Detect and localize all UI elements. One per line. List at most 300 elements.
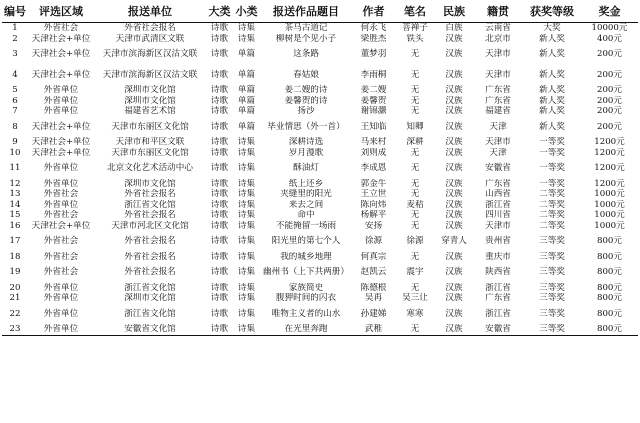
cell-author: 赵凯云 bbox=[360, 267, 387, 278]
cell-subcategory: 诗集 bbox=[237, 210, 256, 221]
cell-subcategory: 单篇 bbox=[237, 106, 256, 117]
cell-title: 我的城乡地理 bbox=[280, 251, 332, 262]
cell-ethnicity: 汉族 bbox=[445, 324, 463, 335]
cell-title: 幽州书（上下共两册） bbox=[263, 267, 349, 278]
cell-number: 2 bbox=[12, 33, 18, 44]
cell-title: 夹缝里的阳光 bbox=[280, 189, 332, 200]
cell-title: 酥油灯 bbox=[293, 163, 319, 174]
cell-prize: 200元 bbox=[597, 106, 622, 117]
cell-number: 23 bbox=[9, 324, 21, 335]
cell-number: 12 bbox=[9, 178, 21, 189]
cell-award-level: 大奖 bbox=[543, 23, 561, 34]
header-unit: 报送单位 bbox=[128, 5, 172, 18]
cell-subcategory: 单篇 bbox=[237, 85, 256, 96]
table-row bbox=[2, 200, 638, 211]
cell-region: 天津社会+单位 bbox=[31, 137, 91, 148]
cell-pen-name: 无 bbox=[410, 49, 420, 60]
cell-category: 诗歌 bbox=[210, 69, 229, 80]
cell-title: 毕业情思（外一首） bbox=[267, 121, 345, 132]
cell-number: 5 bbox=[12, 85, 18, 96]
cell-prize: 1200元 bbox=[594, 147, 625, 158]
cell-award-level: 新人奖 bbox=[539, 106, 565, 117]
cell-unit: 天津市和平区文联 bbox=[115, 137, 185, 148]
cell-origin: 广东省 bbox=[485, 178, 511, 189]
cell-ethnicity: 汉族 bbox=[445, 137, 463, 148]
cell-category: 诗歌 bbox=[210, 210, 229, 221]
cell-pen-name: 铁头 bbox=[406, 33, 424, 44]
table-row bbox=[2, 65, 638, 86]
cell-author: 王知临 bbox=[360, 121, 387, 132]
cell-category: 诗歌 bbox=[210, 189, 229, 200]
cell-number: 17 bbox=[9, 236, 21, 247]
cell-ethnicity: 穿青人 bbox=[441, 236, 467, 247]
cell-subcategory: 诗集 bbox=[237, 236, 256, 247]
cell-title: 纸上还乡 bbox=[288, 178, 324, 189]
cell-region: 天津社会+单位 bbox=[31, 49, 91, 60]
cell-unit: 深圳市文化馆 bbox=[124, 85, 176, 96]
cell-region: 外省社会 bbox=[43, 23, 79, 34]
header-prize: 奖金 bbox=[598, 5, 621, 18]
cell-unit: 外省社会报名 bbox=[124, 23, 176, 34]
cell-ethnicity: 汉族 bbox=[445, 308, 463, 319]
cell-subcategory: 单篇 bbox=[237, 121, 256, 132]
cell-unit: 浙江省文化馆 bbox=[124, 282, 176, 293]
cell-ethnicity: 汉族 bbox=[445, 267, 463, 278]
cell-subcategory: 诗集 bbox=[237, 267, 256, 278]
header-ethnicity: 民族 bbox=[443, 5, 465, 18]
cell-origin: 重庆市 bbox=[485, 251, 511, 262]
cell-ethnicity: 汉族 bbox=[445, 189, 463, 200]
cell-category: 诗歌 bbox=[210, 137, 229, 148]
cell-ethnicity: 汉族 bbox=[445, 147, 463, 158]
cell-award-level: 一等奖 bbox=[539, 163, 565, 174]
cell-number: 21 bbox=[9, 293, 21, 304]
cell-author: 安扬 bbox=[364, 220, 383, 231]
cell-region: 外省单位 bbox=[43, 282, 79, 293]
header-row bbox=[2, 0, 638, 23]
cell-category: 诗歌 bbox=[210, 267, 229, 278]
cell-number: 4 bbox=[12, 69, 18, 80]
cell-unit: 天津市东丽区文化馆 bbox=[111, 147, 189, 158]
cell-origin: 福建省 bbox=[485, 106, 511, 117]
cell-pen-name: 震宇 bbox=[406, 267, 424, 278]
cell-category: 诗歌 bbox=[210, 324, 229, 335]
table-row bbox=[2, 210, 638, 221]
table-row bbox=[2, 158, 638, 179]
cell-author: 姜二嫂 bbox=[360, 85, 387, 96]
cell-subcategory: 诗集 bbox=[237, 189, 256, 200]
cell-title: 在光里奔跑 bbox=[284, 324, 328, 335]
cell-award-level: 三等奖 bbox=[539, 267, 565, 278]
cell-award-level: 新人奖 bbox=[539, 49, 565, 60]
cell-pen-name: 无 bbox=[410, 147, 420, 158]
cell-unit: 天津市河北区文化馆 bbox=[111, 220, 189, 231]
cell-origin: 广东省 bbox=[485, 293, 511, 304]
cell-title: 家族简史 bbox=[288, 282, 324, 293]
cell-origin: 广东省 bbox=[485, 85, 511, 96]
cell-region: 外省社会 bbox=[43, 189, 79, 200]
cell-region: 外省单位 bbox=[43, 95, 79, 106]
cell-pen-name: 寒寒 bbox=[406, 308, 424, 319]
cell-ethnicity: 汉族 bbox=[445, 121, 463, 132]
cell-author: 武稚 bbox=[364, 324, 383, 335]
cell-award-level: 二等奖 bbox=[539, 199, 565, 210]
cell-region: 外省单位 bbox=[43, 324, 79, 335]
cell-ethnicity: 汉族 bbox=[445, 282, 463, 293]
cell-ethnicity: 汉族 bbox=[445, 199, 463, 210]
cell-category: 诗歌 bbox=[210, 95, 229, 106]
cell-number: 10 bbox=[9, 147, 21, 158]
cell-author: 马来村 bbox=[360, 137, 387, 148]
cell-number: 13 bbox=[9, 189, 21, 200]
cell-subcategory: 单篇 bbox=[237, 49, 256, 60]
cell-title: 深耕诗选 bbox=[288, 137, 324, 148]
cell-award-level: 新人奖 bbox=[539, 85, 565, 96]
cell-origin: 天津市 bbox=[485, 137, 511, 148]
cell-title: 命中 bbox=[297, 210, 315, 221]
cell-subcategory: 单篇 bbox=[237, 69, 256, 80]
cell-category: 诗歌 bbox=[210, 106, 229, 117]
cell-award-level: 二等奖 bbox=[539, 189, 565, 200]
cell-prize: 1200元 bbox=[594, 137, 625, 148]
cell-ethnicity: 汉族 bbox=[445, 33, 463, 44]
cell-region: 外省社会 bbox=[43, 236, 79, 247]
cell-prize: 200元 bbox=[597, 121, 622, 132]
cell-region: 天津社会+单位 bbox=[31, 69, 91, 80]
cell-number: 22 bbox=[9, 308, 21, 319]
cell-unit: 福建省艺术馆 bbox=[124, 106, 176, 117]
cell-category: 诗歌 bbox=[210, 121, 229, 132]
cell-number: 3 bbox=[12, 49, 18, 60]
cell-origin: 天津 bbox=[489, 121, 507, 132]
awards-table bbox=[2, 0, 638, 336]
cell-prize: 200元 bbox=[597, 49, 622, 60]
cell-region: 外省单位 bbox=[43, 308, 79, 319]
cell-prize: 200元 bbox=[597, 69, 622, 80]
cell-unit: 安徽省文化馆 bbox=[124, 324, 176, 335]
cell-prize: 1000元 bbox=[594, 220, 625, 231]
header-award-level: 获奖等级 bbox=[530, 5, 574, 18]
cell-prize: 800元 bbox=[597, 324, 622, 335]
cell-pen-name: 无 bbox=[410, 210, 420, 221]
cell-author: 董梦羽 bbox=[360, 49, 387, 60]
cell-category: 诗歌 bbox=[210, 163, 229, 174]
cell-origin: 安徽省 bbox=[485, 163, 511, 174]
table-row bbox=[2, 44, 638, 65]
cell-subcategory: 诗集 bbox=[237, 199, 256, 210]
cell-author: 吴再 bbox=[364, 293, 383, 304]
table-row bbox=[2, 148, 638, 159]
cell-pen-name: 无 bbox=[410, 95, 420, 106]
cell-region: 外省单位 bbox=[43, 106, 79, 117]
cell-region: 外省单位 bbox=[43, 85, 79, 96]
cell-category: 诗歌 bbox=[210, 293, 229, 304]
cell-prize: 800元 bbox=[597, 308, 622, 319]
cell-pen-name: 无 bbox=[410, 189, 420, 200]
table-row bbox=[2, 189, 638, 200]
cell-pen-name: 无 bbox=[410, 106, 420, 117]
cell-origin: 天津市 bbox=[485, 220, 511, 231]
table-row bbox=[2, 85, 638, 96]
cell-pen-name: 深耕 bbox=[406, 137, 424, 148]
cell-unit: 北京文化艺术活动中心 bbox=[107, 163, 193, 174]
cell-prize: 800元 bbox=[597, 293, 622, 304]
cell-prize: 1000元 bbox=[594, 189, 625, 200]
cell-category: 诗歌 bbox=[210, 147, 229, 158]
cell-number: 8 bbox=[12, 121, 18, 132]
cell-unit: 外省社会报名 bbox=[124, 210, 176, 221]
cell-pen-name: 无 bbox=[410, 178, 420, 189]
cell-pen-name: 菩禅子 bbox=[402, 23, 428, 34]
cell-pen-name: 麦秸 bbox=[406, 199, 424, 210]
cell-region: 外省社会 bbox=[43, 210, 79, 221]
cell-prize: 1200元 bbox=[594, 178, 625, 189]
table-row bbox=[2, 23, 638, 34]
cell-origin: 陕西省 bbox=[485, 267, 511, 278]
cell-award-level: 一等奖 bbox=[539, 147, 565, 158]
cell-number: 1 bbox=[12, 23, 18, 34]
cell-title: 春姑娘 bbox=[293, 69, 319, 80]
cell-ethnicity: 汉族 bbox=[445, 49, 463, 60]
cell-region: 天津社会+单位 bbox=[31, 147, 91, 158]
cell-number: 9 bbox=[12, 137, 18, 148]
header-author: 作者 bbox=[362, 5, 385, 18]
header-category: 大类 bbox=[208, 5, 231, 18]
cell-number: 15 bbox=[9, 210, 21, 221]
cell-pen-name: 无 bbox=[410, 251, 420, 262]
cell-subcategory: 诗集 bbox=[237, 293, 256, 304]
cell-number: 14 bbox=[9, 199, 21, 210]
cell-title: 茶马古道记 bbox=[284, 23, 328, 34]
cell-unit: 天津市武清区文联 bbox=[115, 33, 185, 44]
cell-origin: 山西省 bbox=[485, 189, 511, 200]
cell-unit: 深圳市文化馆 bbox=[124, 95, 176, 106]
header-title: 报送作品题目 bbox=[273, 5, 339, 18]
header-subcategory: 小类 bbox=[235, 5, 258, 18]
table-row bbox=[2, 262, 638, 283]
table-row bbox=[2, 231, 638, 252]
cell-number: 7 bbox=[12, 106, 18, 117]
cell-award-level: 三等奖 bbox=[539, 293, 565, 304]
cell-unit: 外省社会报名 bbox=[124, 236, 176, 247]
cell-category: 诗歌 bbox=[210, 282, 229, 293]
cell-title: 阳光里的第七个人 bbox=[271, 236, 341, 247]
cell-ethnicity: 汉族 bbox=[445, 95, 463, 106]
cell-category: 诗歌 bbox=[210, 199, 229, 210]
cell-prize: 1200元 bbox=[594, 163, 625, 174]
cell-author: 徐源 bbox=[364, 236, 383, 247]
cell-region: 外省单位 bbox=[43, 163, 79, 174]
cell-number: 18 bbox=[9, 251, 21, 262]
header-origin: 籍贯 bbox=[487, 5, 509, 18]
cell-ethnicity: 汉族 bbox=[445, 106, 463, 117]
cell-ethnicity: 白族 bbox=[445, 23, 463, 34]
cell-subcategory: 诗集 bbox=[237, 23, 256, 34]
cell-award-level: 三等奖 bbox=[539, 236, 565, 247]
cell-title: 唯物主义者的山水 bbox=[271, 308, 341, 319]
cell-award-level: 一等奖 bbox=[539, 137, 565, 148]
cell-prize: 800元 bbox=[597, 236, 622, 247]
cell-author: 梁胜杰 bbox=[360, 33, 387, 44]
cell-prize: 800元 bbox=[597, 267, 622, 278]
cell-origin: 贵州省 bbox=[485, 236, 511, 247]
cell-category: 诗歌 bbox=[210, 23, 229, 34]
cell-author: 姜馨贺 bbox=[360, 95, 387, 106]
cell-title: 扬沙 bbox=[297, 106, 315, 117]
cell-category: 诗歌 bbox=[210, 220, 229, 231]
cell-pen-name: 无 bbox=[410, 220, 420, 231]
cell-subcategory: 诗集 bbox=[237, 282, 256, 293]
cell-unit: 天津市滨海新区汉沽文联 bbox=[102, 69, 198, 80]
cell-region: 天津社会+单位 bbox=[31, 121, 91, 132]
cell-origin: 浙江省 bbox=[485, 199, 511, 210]
cell-title: 腹狎时间的闪衣 bbox=[275, 293, 337, 304]
cell-author: 何永飞 bbox=[360, 23, 387, 34]
cell-pen-name: 无 bbox=[410, 324, 420, 335]
cell-author: 孙建娣 bbox=[360, 308, 387, 319]
cell-subcategory: 诗集 bbox=[237, 251, 256, 262]
cell-category: 诗歌 bbox=[210, 236, 229, 247]
cell-subcategory: 诗集 bbox=[237, 324, 256, 335]
cell-unit: 外省社会报名 bbox=[124, 267, 176, 278]
cell-category: 诗歌 bbox=[210, 308, 229, 319]
cell-subcategory: 诗集 bbox=[237, 308, 256, 319]
header-number: 编号 bbox=[4, 5, 26, 18]
table-row bbox=[2, 252, 638, 263]
cell-ethnicity: 汉族 bbox=[445, 163, 463, 174]
cell-title: 来去之间 bbox=[288, 199, 324, 210]
cell-origin: 浙江省 bbox=[485, 282, 511, 293]
cell-prize: 10000元 bbox=[591, 23, 628, 34]
cell-author: 刘则成 bbox=[360, 147, 387, 158]
cell-number: 6 bbox=[12, 95, 18, 106]
cell-ethnicity: 汉族 bbox=[445, 251, 463, 262]
cell-category: 诗歌 bbox=[210, 178, 229, 189]
cell-award-level: 新人奖 bbox=[539, 95, 565, 106]
cell-origin: 天津市 bbox=[485, 49, 511, 60]
table-row bbox=[2, 34, 638, 45]
cell-title: 这条路 bbox=[293, 49, 319, 60]
cell-pen-name: 无 bbox=[410, 282, 420, 293]
cell-region: 外省社会 bbox=[43, 267, 79, 278]
cell-number: 16 bbox=[9, 220, 21, 231]
header-region: 评选区域 bbox=[39, 5, 83, 18]
cell-origin: 广东省 bbox=[485, 95, 511, 106]
cell-subcategory: 诗集 bbox=[237, 137, 256, 148]
cell-origin: 天津市 bbox=[485, 69, 511, 80]
cell-origin: 天津 bbox=[489, 147, 507, 158]
cell-award-level: 三等奖 bbox=[539, 308, 565, 319]
cell-award-level: 新人奖 bbox=[539, 33, 565, 44]
table-row bbox=[2, 106, 638, 117]
cell-author: 李雨桐 bbox=[360, 69, 387, 80]
table-row bbox=[2, 179, 638, 190]
cell-author: 李成恩 bbox=[360, 163, 387, 174]
cell-subcategory: 诗集 bbox=[237, 33, 256, 44]
table-row bbox=[2, 304, 638, 325]
cell-prize: 1000元 bbox=[594, 210, 625, 221]
cell-pen-name: 徐源 bbox=[406, 236, 424, 247]
cell-origin: 安徽省 bbox=[485, 324, 511, 335]
cell-author: 杨解平 bbox=[360, 210, 387, 221]
cell-ethnicity: 汉族 bbox=[445, 178, 463, 189]
cell-unit: 天津市东丽区文化馆 bbox=[111, 121, 189, 132]
cell-pen-name: 知卿 bbox=[406, 121, 424, 132]
table-row bbox=[2, 324, 638, 335]
cell-pen-name: 无 bbox=[410, 69, 420, 80]
cell-author: 陈向炜 bbox=[360, 199, 387, 210]
cell-subcategory: 诗集 bbox=[237, 163, 256, 174]
cell-prize: 800元 bbox=[597, 251, 622, 262]
cell-number: 19 bbox=[9, 267, 21, 278]
table-body bbox=[2, 23, 638, 336]
cell-unit: 外省社会报名 bbox=[124, 251, 176, 262]
cell-title: 姜二嫂的诗 bbox=[284, 85, 328, 96]
cell-award-level: 三等奖 bbox=[539, 324, 565, 335]
cell-award-level: 三等奖 bbox=[539, 251, 565, 262]
cell-category: 诗歌 bbox=[210, 85, 229, 96]
cell-author: 谢锦灏 bbox=[360, 106, 387, 117]
cell-region: 外省单位 bbox=[43, 178, 79, 189]
cell-author: 陈德根 bbox=[360, 282, 387, 293]
cell-subcategory: 诗集 bbox=[237, 178, 256, 189]
cell-origin: 四川省 bbox=[485, 210, 511, 221]
cell-ethnicity: 汉族 bbox=[445, 85, 463, 96]
cell-subcategory: 单篇 bbox=[237, 95, 256, 106]
cell-origin: 云南省 bbox=[485, 23, 511, 34]
table-row bbox=[2, 117, 638, 138]
cell-category: 诗歌 bbox=[210, 251, 229, 262]
cell-title: 岁月漫歌 bbox=[288, 147, 324, 158]
cell-category: 诗歌 bbox=[210, 33, 229, 44]
cell-subcategory: 诗集 bbox=[237, 220, 256, 231]
cell-author: 王立世 bbox=[360, 189, 387, 200]
cell-region: 天津社会+单位 bbox=[31, 33, 91, 44]
table-row bbox=[2, 293, 638, 304]
cell-pen-name: 无 bbox=[410, 85, 420, 96]
cell-author: 郭金牛 bbox=[360, 178, 387, 189]
cell-unit: 浙江省文化馆 bbox=[124, 308, 176, 319]
cell-prize: 200元 bbox=[597, 85, 622, 96]
cell-award-level: 一等奖 bbox=[539, 178, 565, 189]
table-row bbox=[2, 96, 638, 107]
cell-ethnicity: 汉族 bbox=[445, 293, 463, 304]
header-pen-name: 笔名 bbox=[404, 5, 426, 18]
cell-title: 姜馨贺的诗 bbox=[284, 95, 328, 106]
table-row bbox=[2, 283, 638, 294]
cell-award-level: 三等奖 bbox=[539, 282, 565, 293]
cell-region: 外省单位 bbox=[43, 199, 79, 210]
cell-unit: 天津市滨海新区汉沽文联 bbox=[102, 49, 198, 60]
cell-award-level: 新人奖 bbox=[539, 69, 565, 80]
cell-award-level: 二等奖 bbox=[539, 220, 565, 231]
cell-region: 天津社会+单位 bbox=[31, 220, 91, 231]
cell-unit: 浙江省文化馆 bbox=[124, 199, 176, 210]
cell-prize: 1000元 bbox=[594, 199, 625, 210]
cell-category: 诗歌 bbox=[210, 49, 229, 60]
table-row bbox=[2, 137, 638, 148]
table-row bbox=[2, 221, 638, 232]
cell-number: 11 bbox=[9, 163, 21, 174]
cell-number: 20 bbox=[9, 282, 21, 293]
cell-region: 外省社会 bbox=[43, 251, 79, 262]
cell-ethnicity: 汉族 bbox=[445, 210, 463, 221]
cell-title: 不能掩留一场雨 bbox=[275, 220, 337, 231]
cell-unit: 外省社会报名 bbox=[124, 189, 176, 200]
cell-ethnicity: 汉族 bbox=[445, 69, 463, 80]
cell-prize: 400元 bbox=[597, 33, 622, 44]
cell-ethnicity: 汉族 bbox=[445, 220, 463, 231]
